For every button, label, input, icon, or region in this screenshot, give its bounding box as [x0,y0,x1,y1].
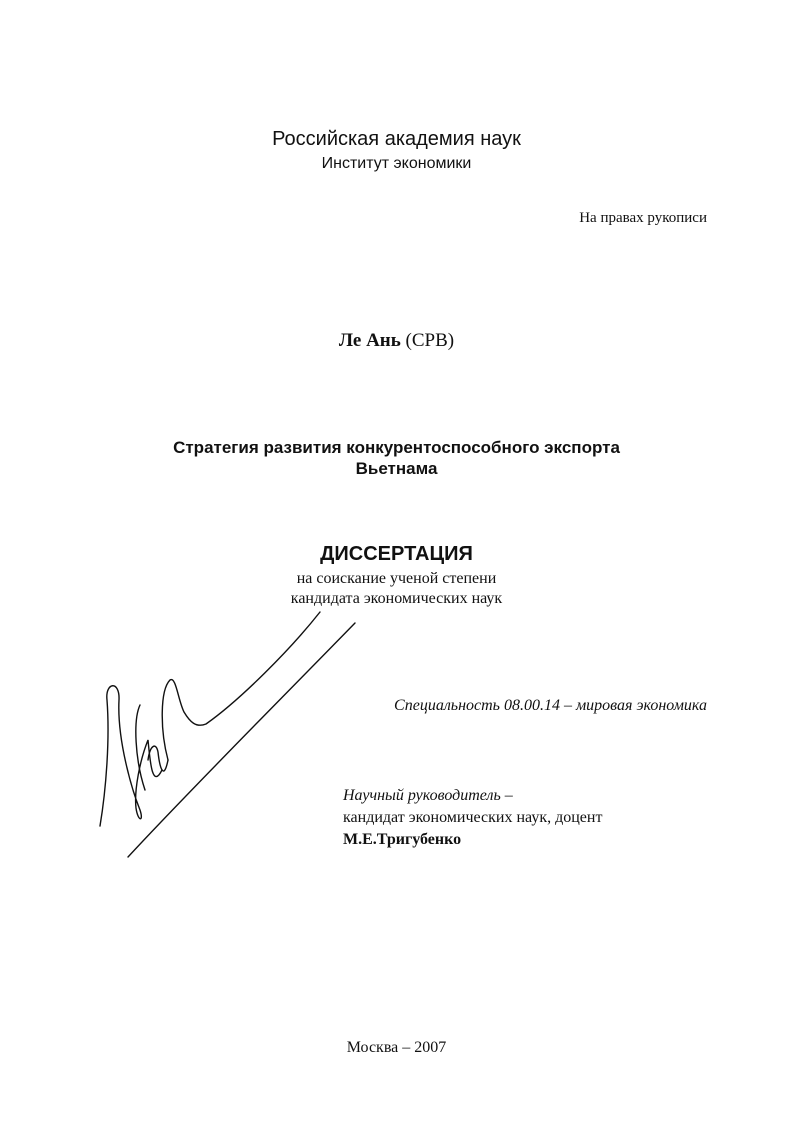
supervisor-name: М.Е.Тригубенко [343,831,462,848]
supervisor-degree: кандидат экономических наук, доцент [343,809,603,826]
author-name: Ле Ань [338,330,401,351]
degree-line: кандидата экономических наук [290,590,503,607]
specialty: Специальность 08.00.14 – мировая экономика [394,697,707,714]
supervisor-label: Научный руководитель – [343,787,513,804]
title-line: Вьетнама [355,459,438,478]
city-year: Москва – 2007 [346,1039,447,1056]
rights-note: На правах рукописи [579,210,707,226]
organization: Российская академия наук [272,128,521,150]
degree-line: на соискание ученой степени [296,570,497,587]
document-type: ДИССЕРТАЦИЯ [320,543,473,565]
title-line: Стратегия развития конкурентоспособного экспорта [173,438,620,457]
author-country: (СРВ) [405,330,455,351]
institute: Институт экономики [321,155,472,172]
